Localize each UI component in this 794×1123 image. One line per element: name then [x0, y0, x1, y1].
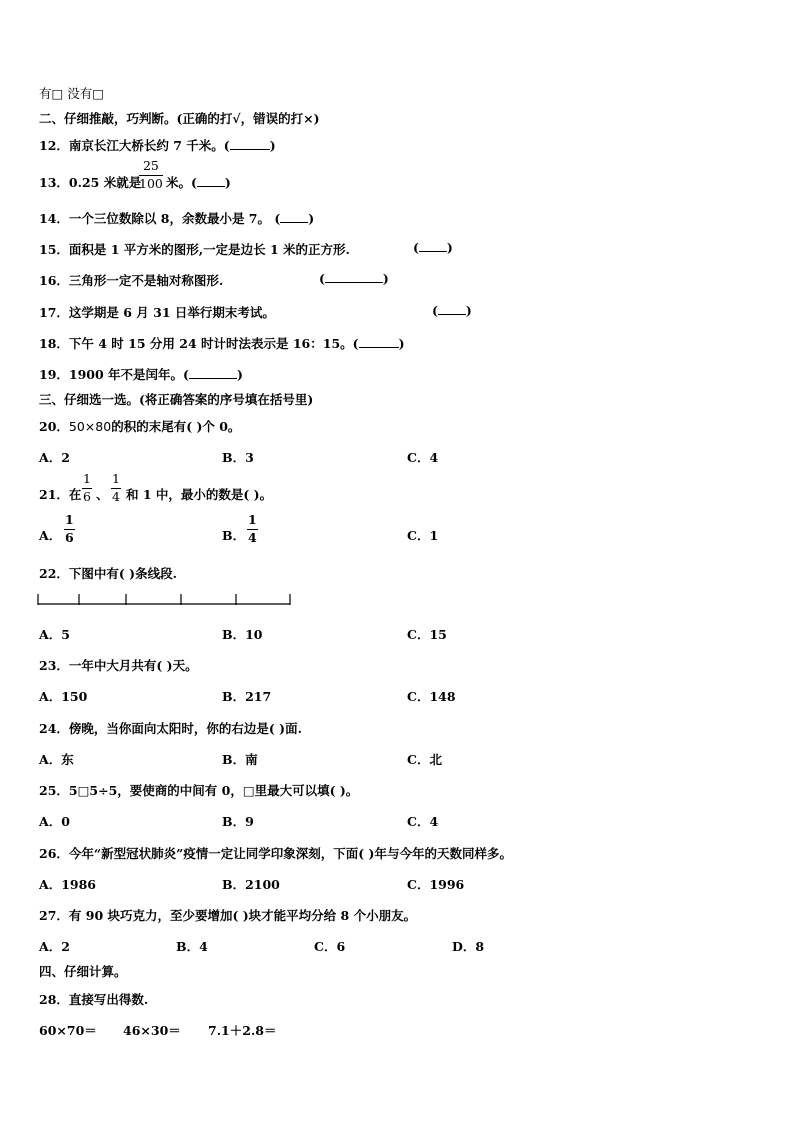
fraction-one-sixth — [82, 473, 92, 503]
option-b[interactable]: B．2100 — [222, 877, 280, 892]
question-16-text: 16．三角形一定不是轴对称图形. — [39, 273, 224, 288]
answer-blank[interactable] — [280, 212, 308, 223]
question-19 — [39, 365, 243, 383]
question-14 — [39, 209, 314, 227]
paren-close: ) — [236, 367, 243, 382]
question-19-text: 19．1900 年不是闰年。( — [39, 367, 189, 382]
question-15-answer — [413, 240, 453, 255]
paren-close: ) — [224, 175, 231, 190]
option-b[interactable]: B．南 — [222, 752, 258, 767]
answer-blank[interactable] — [359, 337, 399, 348]
answer-blank[interactable] — [197, 176, 225, 187]
option-a[interactable]: A．2 — [39, 450, 70, 465]
question-20 — [39, 417, 240, 435]
separator: 、 — [96, 487, 109, 502]
question-27-text: 27．有 90 块巧克力，至少要增加( )块才能平均分给 8 个小朋友。 — [39, 908, 417, 923]
question-22-text: 22．下图中有( )条线段. — [39, 566, 177, 581]
option-a-label[interactable]: A． — [39, 528, 62, 543]
answer-blank[interactable] — [230, 139, 270, 150]
option-b[interactable]: B．4 — [176, 939, 208, 954]
question-12 — [39, 136, 276, 154]
paren-close: ) — [382, 271, 389, 286]
option-c[interactable]: C．1 — [407, 528, 439, 543]
line-segment-figure — [36, 591, 296, 607]
fraction-denominator: 100 — [139, 175, 163, 191]
option-a[interactable]: A．0 — [39, 814, 70, 829]
paren-close: ) — [269, 138, 276, 153]
fraction-denominator: 6 — [83, 488, 91, 504]
question-25-text: 25．5□5÷5，要使商的中间有 0，□里最大可以填( )。 — [39, 783, 359, 798]
fraction-denominator: 4 — [112, 488, 120, 504]
option-c[interactable]: C．北 — [407, 752, 442, 767]
option-a[interactable]: A．150 — [39, 689, 88, 704]
question-20-text: 的积的末尾有( )个 0。 — [111, 419, 241, 434]
option-b-fraction[interactable] — [247, 514, 258, 544]
option-a[interactable]: A．1986 — [39, 877, 96, 892]
question-18-text: 18．下午 4 时 15 分用 24 时计时法表示是 16：15。( — [39, 336, 359, 351]
question-20-expression: 50×80 — [68, 419, 112, 434]
section-four-heading: 四、仔细计算。 — [39, 964, 127, 979]
option-has-none: 有□ 没有□ — [39, 86, 105, 101]
option-c[interactable]: C．148 — [407, 689, 456, 704]
answer-blank[interactable] — [325, 272, 383, 283]
paren-close: ) — [465, 303, 472, 318]
question-23-text: 23．一年中大月共有( )天。 — [39, 658, 198, 673]
paren-open: ( — [413, 240, 419, 255]
fraction-numerator: 1 — [82, 473, 92, 489]
question-13-unit: 米。( — [166, 175, 197, 190]
question-18 — [39, 334, 404, 352]
section-two-heading: 二、仔细推敲，巧判断。(正确的打√，错误的打×) — [39, 111, 320, 126]
option-c[interactable]: C．15 — [407, 627, 447, 642]
fraction-denominator: 4 — [248, 529, 257, 545]
calc-item-1: 60×70＝ — [39, 1023, 97, 1038]
question-17-answer — [432, 303, 472, 318]
calc-item-3: 7.1＋2.8＝ — [208, 1023, 277, 1038]
option-a[interactable]: A．2 — [39, 939, 70, 954]
fraction-25-100 — [139, 160, 163, 190]
answer-blank[interactable] — [438, 304, 466, 315]
question-17-text: 17．这学期是 6 月 31 日举行期末考试。 — [39, 305, 275, 320]
paren-close: ) — [446, 240, 453, 255]
option-c[interactable]: C．4 — [407, 814, 439, 829]
answer-blank[interactable] — [189, 368, 237, 379]
fraction-numerator: 1 — [247, 514, 258, 530]
fraction-numerator: 25 — [139, 160, 163, 176]
question-20-number: 20． — [39, 419, 69, 434]
option-b[interactable]: B．10 — [222, 627, 263, 642]
question-26-text: 26．今年“新型冠状肺炎”疫情一定让同学印象深刻，下面( )年与今年的天数同样多。 — [39, 846, 512, 861]
option-b[interactable]: B．217 — [222, 689, 272, 704]
option-a-fraction[interactable] — [64, 514, 75, 544]
fraction-denominator: 6 — [65, 529, 74, 545]
paren-close: ) — [308, 211, 315, 226]
calc-item-2: 46×30＝ — [123, 1023, 181, 1038]
option-c[interactable]: C．4 — [407, 450, 439, 465]
question-13-rest — [166, 173, 231, 191]
option-a[interactable]: A．东 — [39, 752, 74, 767]
question-28-text: 28．直接写出得数. — [39, 992, 149, 1007]
question-21-number: 21．在 — [39, 487, 82, 502]
question-13-text: 13．0.25 米就是 — [39, 175, 142, 190]
paren-open: ( — [319, 271, 325, 286]
option-c[interactable]: C．6 — [314, 939, 346, 954]
option-b[interactable]: B．9 — [222, 814, 254, 829]
paren-close: ) — [398, 336, 405, 351]
fraction-numerator: 1 — [64, 514, 75, 530]
question-14-text: 14．一个三位数除以 8，余数最小是 7。 ( — [39, 211, 281, 226]
option-b-label[interactable]: B． — [222, 528, 246, 543]
answer-blank[interactable] — [419, 241, 447, 252]
paren-open: ( — [432, 303, 438, 318]
fraction-one-quarter — [111, 473, 121, 503]
section-three-heading: 三、仔细选一选。(将正确答案的序号填在括号里) — [39, 392, 314, 407]
question-16-answer — [319, 271, 389, 286]
option-a[interactable]: A．5 — [39, 627, 70, 642]
option-b[interactable]: B．3 — [222, 450, 254, 465]
question-21-text: 和 1 中，最小的数是( )。 — [126, 487, 273, 502]
question-12-text: 12．南京长江大桥长约 7 千米。( — [39, 138, 230, 153]
question-15-text: 15．面积是 1 平方米的图形,一定是边长 1 米的正方形. — [39, 242, 350, 257]
option-d[interactable]: D．8 — [452, 939, 485, 954]
fraction-numerator: 1 — [111, 473, 121, 489]
question-24-text: 24．傍晚，当你面向太阳时，你的右边是( )面. — [39, 721, 302, 736]
option-c[interactable]: C．1996 — [407, 877, 465, 892]
